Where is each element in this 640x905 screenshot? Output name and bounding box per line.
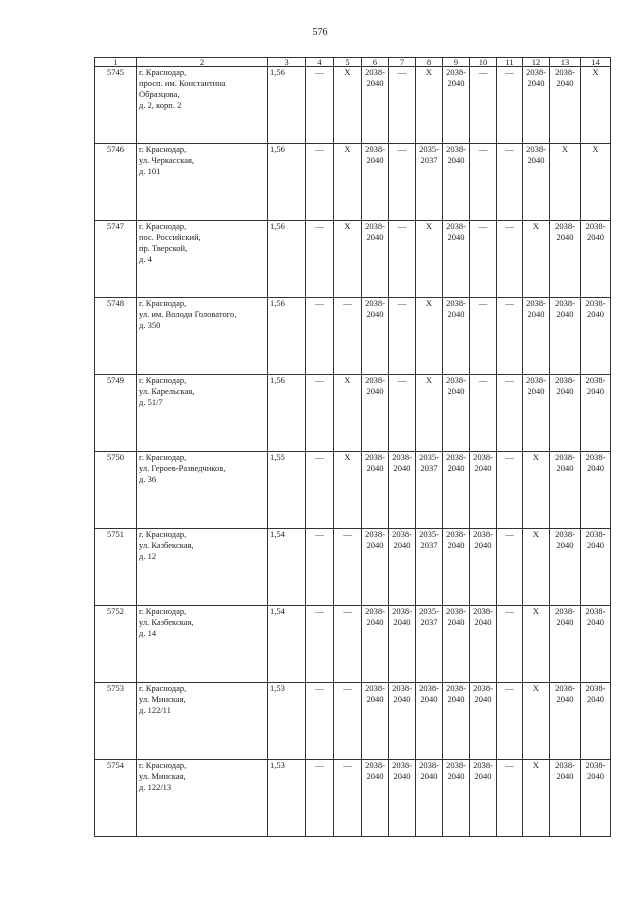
cell-col13: 2038- 2040: [550, 452, 581, 529]
address-line: д. 4: [139, 254, 152, 264]
address-line: ул. Казбекская,: [139, 617, 194, 627]
address-line: ул. Минская,: [139, 694, 186, 704]
cell-col8: X: [416, 67, 443, 144]
cell-col8: 2035- 2037: [416, 606, 443, 683]
cell-col9: 2038- 2040: [443, 221, 470, 298]
cell-col12: X: [523, 760, 550, 837]
row-number: 5754: [95, 760, 137, 837]
header-cell: 14: [581, 58, 611, 67]
header-cell: 12: [523, 58, 550, 67]
cell-col10: 2038- 2040: [470, 452, 497, 529]
row-number: 5749: [95, 375, 137, 452]
cell-col8: X: [416, 221, 443, 298]
address-line: г. Краснодар,: [139, 221, 187, 231]
cell-col3: 1,54: [268, 529, 306, 606]
table-row: [95, 375, 611, 452]
address-cell: [137, 760, 268, 837]
cell-col12: X: [523, 452, 550, 529]
cell-col7: —: [389, 375, 416, 452]
cell-col7: —: [389, 221, 416, 298]
cell-col7: 2038- 2040: [389, 529, 416, 606]
address-line: ул. Карельская,: [139, 386, 195, 396]
cell-col14: 2038- 2040: [581, 221, 611, 298]
cell-col7: 2038- 2040: [389, 683, 416, 760]
header-cell: 1: [95, 58, 137, 67]
address-line: г. Краснодар,: [139, 67, 187, 77]
cell-col9: 2038- 2040: [443, 452, 470, 529]
table-row: [95, 606, 611, 683]
cell-col6: 2038- 2040: [362, 452, 389, 529]
address-line: г. Краснодар,: [139, 606, 187, 616]
cell-col3: 1,56: [268, 221, 306, 298]
cell-col7: —: [389, 67, 416, 144]
cell-col10: 2038- 2040: [470, 683, 497, 760]
table-row: [95, 683, 611, 760]
cell-col4: —: [306, 606, 334, 683]
cell-col11: —: [497, 375, 523, 452]
cell-col13: 2038- 2040: [550, 221, 581, 298]
header-cell: 9: [443, 58, 470, 67]
cell-col5: —: [334, 298, 362, 375]
cell-col9: 2038- 2040: [443, 67, 470, 144]
row-number: 5747: [95, 221, 137, 298]
cell-col8: 2038- 2040: [416, 760, 443, 837]
cell-col10: —: [470, 298, 497, 375]
cell-col5: X: [334, 375, 362, 452]
cell-col12: X: [523, 221, 550, 298]
address-line: г. Краснодар,: [139, 683, 187, 693]
row-number: 5746: [95, 144, 137, 221]
cell-col3: 1,54: [268, 606, 306, 683]
header-cell: 5: [334, 58, 362, 67]
cell-col7: —: [389, 144, 416, 221]
address-cell: [137, 683, 268, 760]
cell-col13: 2038- 2040: [550, 683, 581, 760]
cell-col7: 2038- 2040: [389, 452, 416, 529]
address-line: пос. Российский,: [139, 232, 201, 242]
cell-col3: 1,56: [268, 67, 306, 144]
address-line: д. 14: [139, 628, 157, 638]
cell-col6: 2038- 2040: [362, 221, 389, 298]
cell-col8: X: [416, 375, 443, 452]
cell-col8: X: [416, 298, 443, 375]
header-cell: 2: [137, 58, 268, 67]
cell-col14: 2038- 2040: [581, 683, 611, 760]
cell-col12: X: [523, 683, 550, 760]
cell-col7: 2038- 2040: [389, 606, 416, 683]
cell-col14: 2038- 2040: [581, 452, 611, 529]
address-line: ул. Минская,: [139, 771, 186, 781]
cell-col4: —: [306, 144, 334, 221]
address-line: д. 36: [139, 474, 157, 484]
header-cell: 3: [268, 58, 306, 67]
header-cell: 10: [470, 58, 497, 67]
address-line: г. Краснодар,: [139, 298, 187, 308]
header-cell: 6: [362, 58, 389, 67]
address-line: д. 101: [139, 166, 161, 176]
cell-col12: 2038- 2040: [523, 144, 550, 221]
cell-col9: 2038- 2040: [443, 683, 470, 760]
cell-col8: 2038- 2040: [416, 683, 443, 760]
address-line: г. Краснодар,: [139, 452, 187, 462]
cell-col4: —: [306, 67, 334, 144]
cell-col6: 2038- 2040: [362, 529, 389, 606]
header-cell: 8: [416, 58, 443, 67]
cell-col14: 2038- 2040: [581, 375, 611, 452]
table-row: [95, 221, 611, 298]
address-cell: [137, 298, 268, 375]
cell-col10: —: [470, 375, 497, 452]
cell-col6: 2038- 2040: [362, 606, 389, 683]
cell-col11: —: [497, 606, 523, 683]
address-line: пр. Тверской,: [139, 243, 188, 253]
row-number: 5748: [95, 298, 137, 375]
cell-col11: —: [497, 529, 523, 606]
cell-col9: 2038- 2040: [443, 760, 470, 837]
address-line: д. 12: [139, 551, 157, 561]
cell-col4: —: [306, 683, 334, 760]
cell-col11: —: [497, 144, 523, 221]
cell-col13: 2038- 2040: [550, 298, 581, 375]
cell-col6: 2038- 2040: [362, 67, 389, 144]
cell-col5: X: [334, 221, 362, 298]
address-line: ул. Черкасская,: [139, 155, 195, 165]
cell-col14: 2038- 2040: [581, 298, 611, 375]
cell-col3: 1,55: [268, 452, 306, 529]
address-line: г. Краснодар,: [139, 529, 187, 539]
row-number: 5751: [95, 529, 137, 606]
cell-col10: 2038- 2040: [470, 606, 497, 683]
table-row: [95, 452, 611, 529]
address-line: д. 51/7: [139, 397, 163, 407]
cell-col6: 2038- 2040: [362, 683, 389, 760]
cell-col9: 2038- 2040: [443, 529, 470, 606]
address-line: д. 350: [139, 320, 161, 330]
header-cell: 4: [306, 58, 334, 67]
cell-col12: 2038- 2040: [523, 375, 550, 452]
cell-col9: 2038- 2040: [443, 298, 470, 375]
row-number: 5752: [95, 606, 137, 683]
address-line: ул. им. Володи Головатого,: [139, 309, 237, 319]
cell-col11: —: [497, 452, 523, 529]
cell-col6: 2038- 2040: [362, 298, 389, 375]
cell-col6: 2038- 2040: [362, 144, 389, 221]
cell-col11: —: [497, 683, 523, 760]
address-cell: [137, 529, 268, 606]
address-line: г. Краснодар,: [139, 144, 187, 154]
header-cell: 7: [389, 58, 416, 67]
address-cell: [137, 606, 268, 683]
cell-col4: —: [306, 452, 334, 529]
address-cell: [137, 67, 268, 144]
cell-col14: X: [581, 144, 611, 221]
cell-col14: 2038- 2040: [581, 529, 611, 606]
cell-col4: —: [306, 298, 334, 375]
table-row: [95, 298, 611, 375]
cell-col10: —: [470, 221, 497, 298]
cell-col5: —: [334, 606, 362, 683]
schedule-table: [94, 57, 611, 837]
cell-col13: X: [550, 144, 581, 221]
cell-col13: 2038- 2040: [550, 606, 581, 683]
cell-col5: —: [334, 760, 362, 837]
cell-col12: X: [523, 529, 550, 606]
address-cell: [137, 375, 268, 452]
header-cell: 13: [550, 58, 581, 67]
address-line: д. 122/13: [139, 782, 172, 792]
address-line: д. 2, корп. 2: [139, 100, 182, 110]
cell-col10: 2038- 2040: [470, 529, 497, 606]
cell-col9: 2038- 2040: [443, 606, 470, 683]
cell-col11: —: [497, 298, 523, 375]
address-line: Образцова,: [139, 89, 180, 99]
address-line: г. Краснодар,: [139, 375, 187, 385]
cell-col13: 2038- 2040: [550, 67, 581, 144]
row-number: 5750: [95, 452, 137, 529]
cell-col7: —: [389, 298, 416, 375]
cell-col8: 2035- 2037: [416, 529, 443, 606]
table-row: [95, 529, 611, 606]
cell-col14: 2038- 2040: [581, 606, 611, 683]
address-line: г. Краснодар,: [139, 760, 187, 770]
row-number: 5745: [95, 67, 137, 144]
table-row: [95, 67, 611, 144]
cell-col4: —: [306, 221, 334, 298]
table-row: [95, 760, 611, 837]
address-cell: [137, 144, 268, 221]
address-line: ул. Героев-Разведчиков,: [139, 463, 226, 473]
page-number: 576: [312, 27, 328, 38]
cell-col3: 1,56: [268, 144, 306, 221]
cell-col13: 2038- 2040: [550, 760, 581, 837]
address-line: ул. Казбекская,: [139, 540, 194, 550]
address-cell: [137, 452, 268, 529]
cell-col12: 2038- 2040: [523, 67, 550, 144]
cell-col4: —: [306, 375, 334, 452]
cell-col12: X: [523, 606, 550, 683]
cell-col10: —: [470, 144, 497, 221]
cell-col5: X: [334, 452, 362, 529]
cell-col4: —: [306, 760, 334, 837]
address-cell: [137, 221, 268, 298]
cell-col6: 2038- 2040: [362, 375, 389, 452]
cell-col6: 2038- 2040: [362, 760, 389, 837]
cell-col12: 2038- 2040: [523, 298, 550, 375]
cell-col11: —: [497, 67, 523, 144]
cell-col4: —: [306, 529, 334, 606]
cell-col14: 2038- 2040: [581, 760, 611, 837]
cell-col3: 1,56: [268, 298, 306, 375]
table-row: [95, 144, 611, 221]
cell-col11: —: [497, 221, 523, 298]
cell-col5: —: [334, 529, 362, 606]
cell-col3: 1,53: [268, 760, 306, 837]
cell-col5: —: [334, 683, 362, 760]
cell-col5: X: [334, 144, 362, 221]
header-cell: 11: [497, 58, 523, 67]
cell-col10: —: [470, 67, 497, 144]
cell-col3: 1,53: [268, 683, 306, 760]
cell-col7: 2038- 2040: [389, 760, 416, 837]
header-row: [95, 58, 611, 67]
address-line: д. 122/11: [139, 705, 171, 715]
cell-col8: 2035- 2037: [416, 452, 443, 529]
cell-col13: 2038- 2040: [550, 375, 581, 452]
cell-col3: 1,56: [268, 375, 306, 452]
cell-col5: X: [334, 67, 362, 144]
row-number: 5753: [95, 683, 137, 760]
cell-col9: 2038- 2040: [443, 144, 470, 221]
address-line: просп. им. Константина: [139, 78, 226, 88]
cell-col9: 2038- 2040: [443, 375, 470, 452]
cell-col11: —: [497, 760, 523, 837]
cell-col14: X: [581, 67, 611, 144]
cell-col10: 2038- 2040: [470, 760, 497, 837]
cell-col8: 2035- 2037: [416, 144, 443, 221]
cell-col13: 2038- 2040: [550, 529, 581, 606]
